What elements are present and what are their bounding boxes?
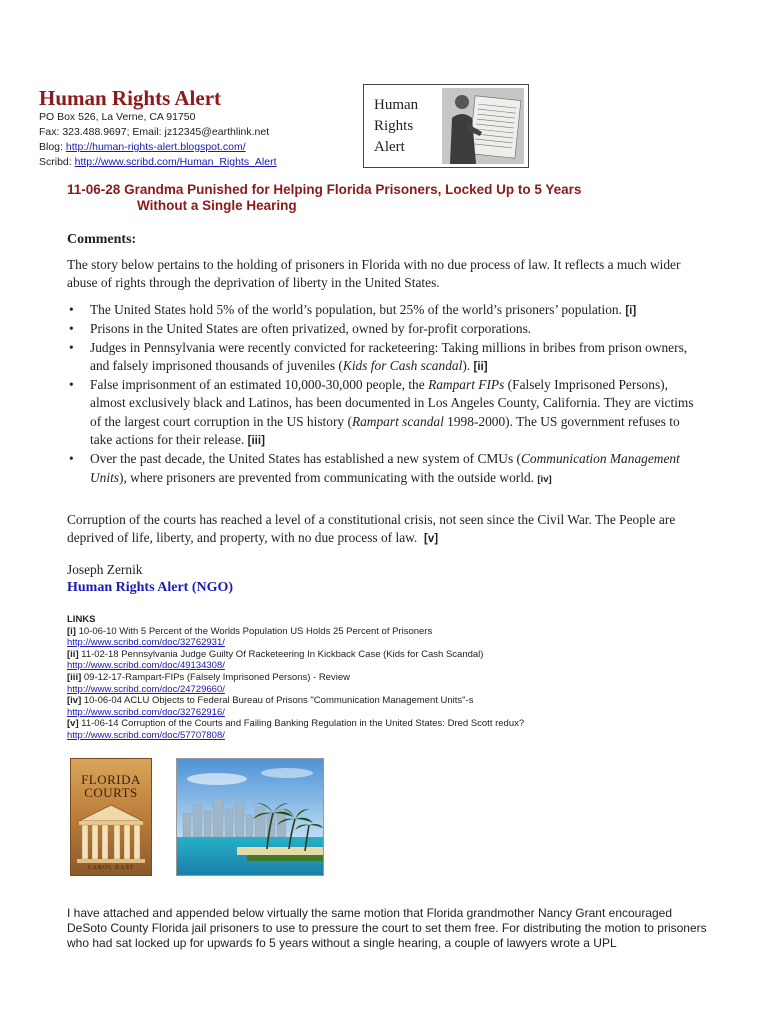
book-cover-image: [70, 758, 152, 876]
document-title: [67, 182, 687, 214]
comments-heading: Comments:: [67, 232, 137, 247]
bullet-item: • Over the past decade, the United States has established a new system of CMUs (Communication Management Units), where prisoners are prevented from communicating with the outside world. [iv]: [69, 451, 680, 485]
closing-paragraph: Corruption of the courts has reached a level of a constitutional crisis, not seen since the Civil War. The People are deprived of life, liberty, and property, with no due process of law. [v]: [67, 512, 676, 545]
link-url[interactable]: http://www.scribd.com/doc/24729660/: [67, 683, 225, 695]
blog-label: Blog:: [39, 141, 63, 153]
link-url[interactable]: http://www.scribd.com/doc/57707808/: [67, 729, 225, 741]
intro-paragraph: The story below pertains to the holding of prisoners in Florida with no due process of law. It reflects a much wider abuse of rights through the deprivation of liberty in the United States.: [67, 257, 681, 290]
address: PO Box 526, La Verne, CA 91750: [39, 111, 196, 123]
signer-name: Joseph Zernik: [67, 562, 143, 577]
footnote-ref[interactable]: [iii]: [247, 435, 265, 448]
links-heading: LINKS: [67, 614, 96, 625]
logo: [363, 84, 529, 168]
logo-photo: [442, 88, 524, 164]
links-section: [67, 614, 627, 742]
book-title-2: COURTS: [84, 785, 138, 800]
link-entry: [iv] 10-06-04 ACLU Objects to Federal Bureau of Prisons "Communication Management Units"-s: [67, 695, 474, 707]
org-name: Human Rights Alert: [39, 86, 222, 110]
bullet-list: [67, 301, 697, 489]
title-line-2: Without a Single Hearing: [137, 198, 297, 213]
signer-org: Human Rights Alert (NGO): [67, 580, 234, 595]
bullet-item: • Judges in Pennsylvania were recently convicted for racketeering: Taking millions in bribes from prison owners, and falsely imprisoned thousands of juveniles (Kids for Cash scandal). [ii]: [69, 339, 688, 373]
title-line-1: Grandma Punished for Helping Florida Prisoners, Locked Up to 5 Years: [124, 182, 582, 197]
bullet-item: • Prisons in the United States are often privatized, owned by for-profit corporations.: [69, 321, 532, 337]
footnote-ref[interactable]: [v]: [423, 533, 439, 545]
miami-skyline-image: [176, 758, 324, 876]
footnote-ref[interactable]: [iv]: [537, 473, 552, 485]
link-entry: [ii] 11-02-18 Pennsylvania Judge Guilty Of Racketeering In Kickback Case (Kids for Cash Scandal): [67, 648, 484, 660]
link-url[interactable]: http://www.scribd.com/doc/32762931/: [67, 637, 225, 649]
bullet-item: • The United States hold 5% of the world’s population, but 25% of the world’s prisoners’ population. [i]: [69, 302, 637, 317]
book-title-1: FLORIDA: [81, 772, 141, 787]
title-date: 11-06-28: [67, 182, 121, 197]
body-paragraph: I have attached and appended below virtually the same motion that Florida grandmother Nancy Grant encouraged DeSoto County Florida jail prisoners to use to pressure the court to set them free. For distributing the motion to prisoners who had sat locked up for upwards fo 5 years without a single hearing, a couple of lawyers wrote a UPL: [67, 906, 707, 950]
scribd-link[interactable]: http://www.scribd.com/Human_Rights_Alert: [74, 156, 277, 168]
link-entry: [iii] 09-12-17-Rampart-FIPs (Falsely Imprisoned Persons) - Review: [67, 671, 350, 683]
bullet-item: • False imprisonment of an estimated 10,000-30,000 people, the Rampart FIPs (Falsely Imprisoned Persons), almost exclusively black and Latinos, has been documented in Los Angeles County, California. They are victims of the largest court corruption in the US history (Rampart scandal 1998-2000). The US government refuses to take actions for their release. [iii]: [69, 377, 694, 448]
logo-wordmark: Human Rights Alert: [374, 97, 419, 155]
link-url[interactable]: http://www.scribd.com/doc/32762916/: [67, 706, 225, 718]
book-author: CAROL BAST: [87, 865, 135, 871]
blog-line: [39, 141, 246, 153]
footnote-ref[interactable]: [i]: [625, 305, 637, 317]
blog-link[interactable]: http://human-rights-alert.blogspot.com/: [65, 141, 246, 153]
link-url[interactable]: http://www.scribd.com/doc/49134308/: [67, 660, 225, 672]
footnote-ref[interactable]: [ii]: [473, 360, 488, 373]
link-entry: [i] 10-06-10 With 5 Percent of the Worlds Population US Holds 25 Percent of Prisoners: [67, 625, 433, 637]
link-entry: [v] 11-06-14 Corruption of the Courts and Failing Banking Regulation in the United States: Dred Scott redux?: [67, 718, 525, 730]
fax-email: Fax: 323.488.9697; Email: jz12345@earthlink.net: [39, 126, 270, 138]
scribd-label: Scribd:: [39, 156, 72, 168]
scribd-line: [39, 156, 277, 168]
